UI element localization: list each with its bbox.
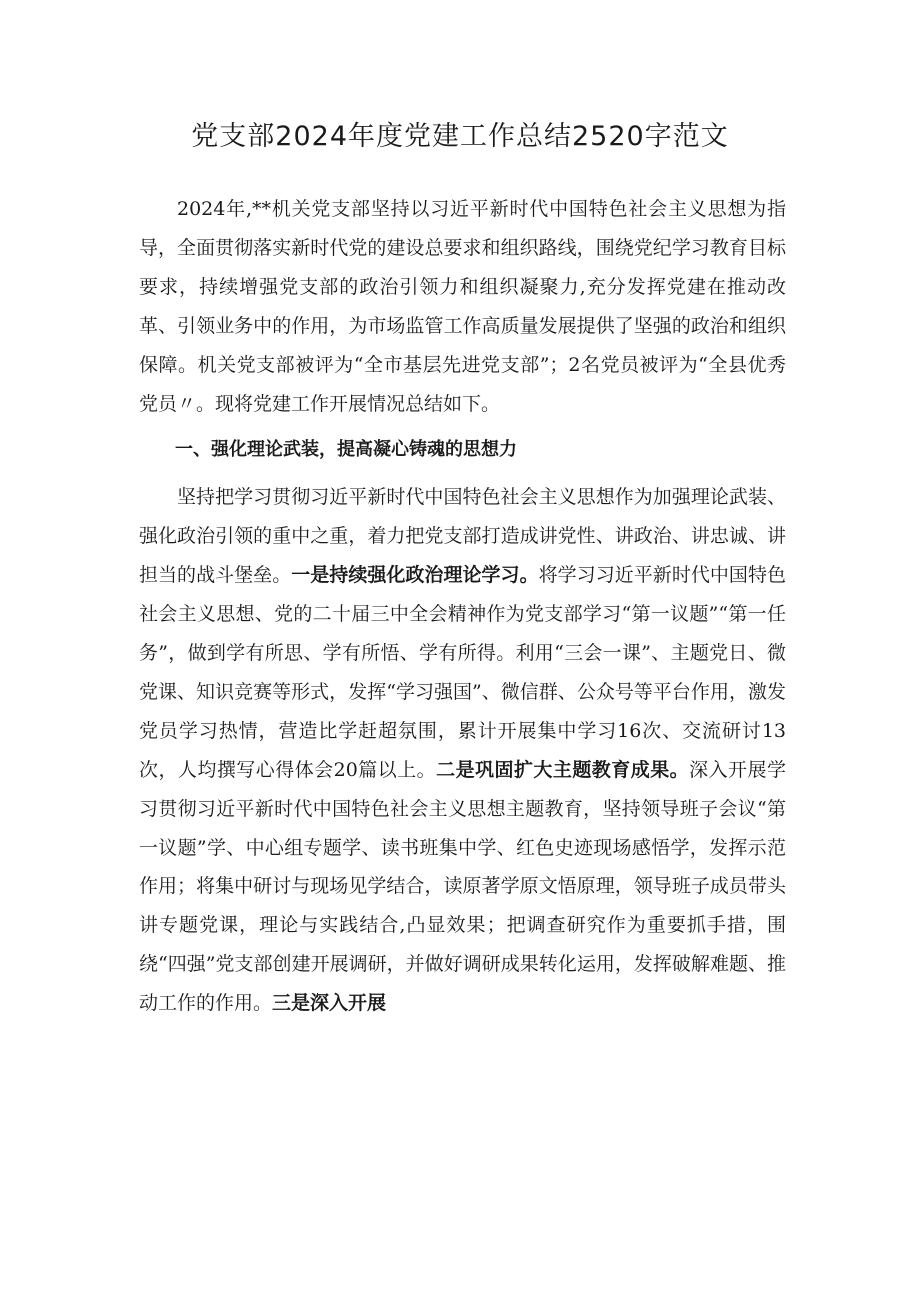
document-body [139, 190, 786, 1023]
section-1-paragraph [139, 478, 786, 1023]
section-1-point-2: 二是巩固扩大主题教育成果。 [436, 758, 690, 781]
section-1-text-mid-1: 将学习习近平新时代中国特色社会主义思想、党的二十届三中全会精神作为党支部学习“第一议题”“第一任务”，做到学有所思、学有所悟、学有所得。利用“三会一课”、主题党日、微党课、知识竞赛等形式，发挥“学习强国”、微信群、公众号等平台作用，激发党员学习热情，营造比学赶超氛围，累计开展集中学习16次、交流研讨13次，人均撰写心得体会20篇以上。 [139, 564, 786, 781]
section-1-point-3: 三是深入开展 [272, 992, 387, 1015]
section-1-heading: 一、强化理论武装，提高凝心铸魂的思想力 [175, 439, 517, 461]
section-1-text-start: 坚持把学习贯彻习近平新时代中国特色社会主义思想作为加强理论武装、强化政治引领的重中之重，着力把党支部打造成讲党性、讲政治、讲忠诚、讲担当的战斗堡垒。 [139, 486, 786, 587]
intro-paragraph: 2024年,**机关党支部坚持以习近平新时代中国特色社会主义思想为指导，全面贯彻落实新时代党的建设总要求和组织路线，围绕党纪学习教育目标要求，持续增强党支部的政治引领力和组织凝聚力,充分发挥党建在推动改革、引领业务中的作用，为市场监管工作高质量发展提供了坚强的政治和组织保障。机关党支部被评为“全市基层先进党支部”；2名党员被评为“全县优秀党员〃。现将党建工作开展情况总结如下。 [139, 198, 786, 415]
section-1-point-1: 一是持续强化政治理论学习。 [291, 564, 539, 587]
section-1-text-mid-2: 深入开展学习贯彻习近平新时代中国特色社会主义思想主题教育，坚持领导班子会议“第一议题”学、中心组专题学、读书班集中学、红色史迹现场感悟学，发挥示范作用；将集中研讨与现场见学结合，读原著学原文悟原理，领导班子成员带头讲专题党课，理论与实践结合,凸显效果；把调查研究作为重要抓手措，围绕“四强”党支部创建开展调研，并做好调研成果转化运用，发挥破解难题、推动工作的作用。 [139, 758, 786, 1015]
document-title: 党支部2024年度党建工作总结2520字范文 [191, 121, 729, 152]
